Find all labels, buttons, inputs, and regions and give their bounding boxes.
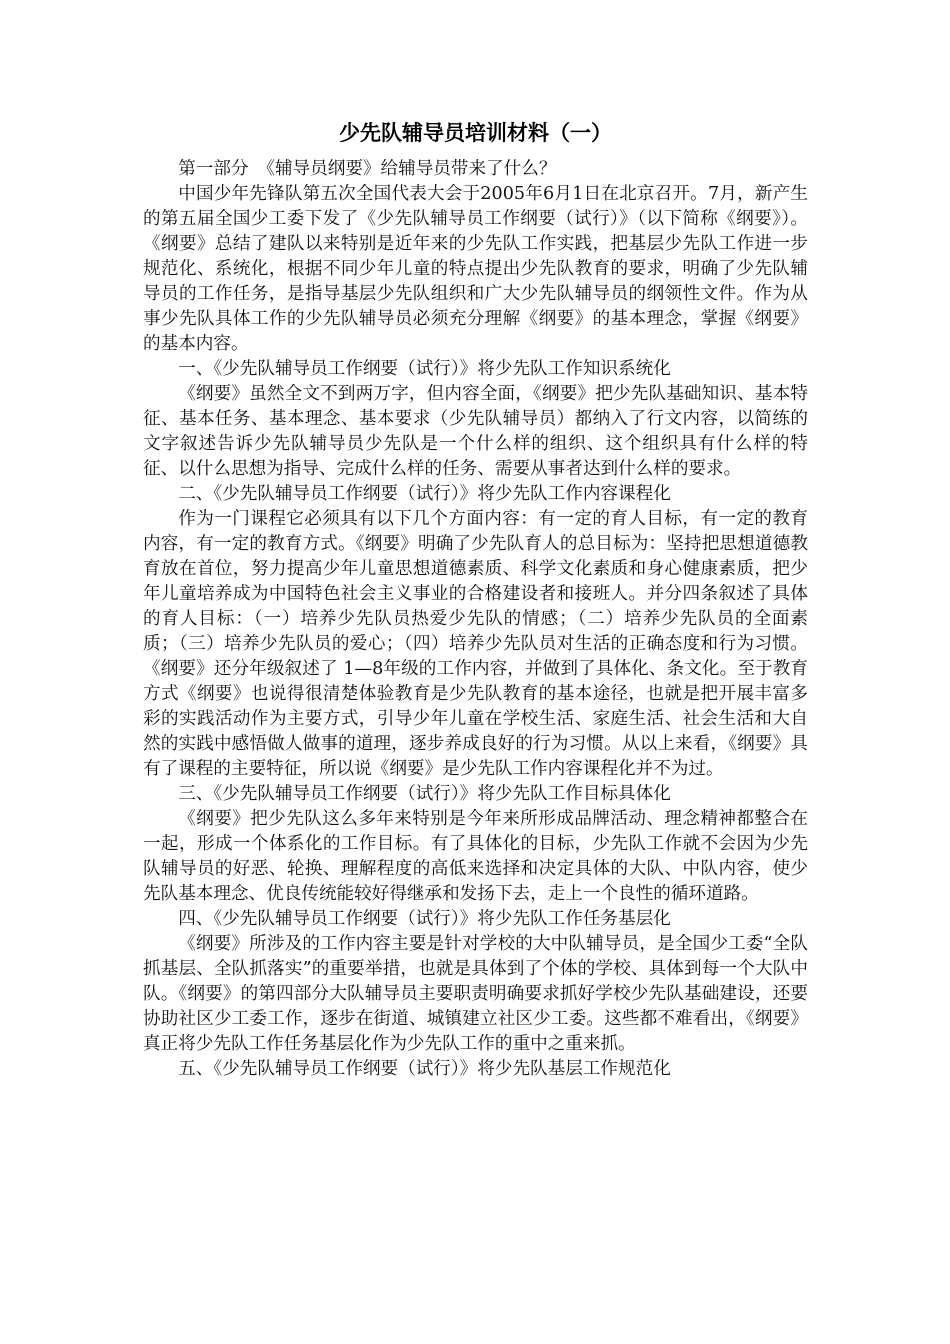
body-paragraph: 《纲要》所涉及的工作内容主要是针对学校的大中队辅导员，是全国少工委“全队抓基层、全队抓落实”的重要举措，也就是具体到了个体的学校、具体到每一个大队中队。《纲要》的第四部分大队辅导员主要职责明确要求抓好学校少先队基础建设，还要协助社区少工委工作，逐步在街道、城镇建立社区少工委。这些都不难看出，《纲要》真正将少先队工作任务基层化作为少先队工作的重中之重来抓。	[143, 934, 808, 1054]
part-heading: 第一部分 《辅导员纲要》给辅导员带来了什么？	[178, 159, 557, 179]
body-paragraph: 作为一门课程它必须具有以下几个方面内容：有一定的育人目标，有一定的教育内容，有一定的教育方式。《纲要》明确了少先队育人的总目标为：坚持把思想道德教育放在首位，努力提高少年儿童思想道德素质、科学文化素质和身心健康素质，把少年儿童培养成为中国特色社会主义事业的合格建设者和接班人。并分四条叙述了具体的育人目标：（一）培养少先队员热爱少先队的情感；（二）培养少先队员的全面素质；（三）培养少先队员的爱心；（四）培养少先队员对生活的正确态度和行为习惯。《纲要》还分年级叙述了 1—8年级的工作内容，并做到了具体化、条文化。至于教育方式《纲要》也说得很清楚体验教育是少先队教育的基本途径，也就是把开展丰富多彩的实践活动作为主要方式，引导少年儿童在学校生活、家庭生活、社会生活和大自然的实践中感悟做人做事的道理，逐步养成良好的行为习惯。从以上来看，《纲要》具有了课程的主要特征，所以说《纲要》是少先队工作内容课程化并不为过。	[143, 509, 808, 779]
document-body	[143, 117, 808, 1082]
section-heading: 五、《少先队辅导员工作纲要（试行）》将少先队基层工作规范化	[178, 1059, 671, 1079]
section-heading: 三、《少先队辅导员工作纲要（试行）》将少先队工作目标具体化	[178, 784, 671, 804]
section-heading: 一、《少先队辅导员工作纲要（试行）》将少先队工作知识系统化	[178, 359, 671, 379]
body-paragraph: 《纲要》虽然全文不到两万字，但内容全面，《纲要》把少先队基础知识、基本特征、基本任务、基本理念、基本要求（少先队辅导员）都纳入了行文内容，以简练的文字叙述告诉少先队辅导员少先队是一个什么样的组织、这个组织具有什么样的特征、以什么思想为指导、完成什么样的任务、需要从事者达到什么样的要求。	[143, 384, 808, 479]
body-paragraph: 《纲要》把少先队这么多年来特别是今年来所形成品牌活动、理念精神都整合在一起，形成一个体系化的工作目标。有了具体化的目标，少先队工作就不会因为少先队辅导员的好恶、轮换、理解程度的高低来选择和决定具体的大队、中队内容，使少先队基本理念、优良传统能较好得继承和发扬下去，走上一个良性的循环道路。	[143, 809, 808, 904]
section-heading: 四、《少先队辅导员工作纲要（试行）》将少先队工作任务基层化	[178, 909, 671, 929]
body-paragraph: 中国少年先锋队第五次全国代表大会于2005年6月1日在北京召开。7月，新产生的第五届全国少工委下发了《少先队辅导员工作纲要（试行）》（以下简称《纲要》）。《纲要》总结了建队以来特别是近年来的少先队工作实践，把基层少先队工作进一步规范化、系统化，根据不同少年儿童的特点提出少先队教育的要求，明确了少先队辅导员的工作任务，是指导基层少先队组织和广大少先队辅导员的纲领性文件。作为从事少先队具体工作的少先队辅导员必须充分理解《纲要》的基本理念，掌握《纲要》的基本内容。	[143, 184, 808, 354]
document-title: 少先队辅导员培训材料（一）	[339, 120, 612, 145]
section-heading: 二、《少先队辅导员工作纲要（试行）》将少先队工作内容课程化	[178, 484, 671, 504]
